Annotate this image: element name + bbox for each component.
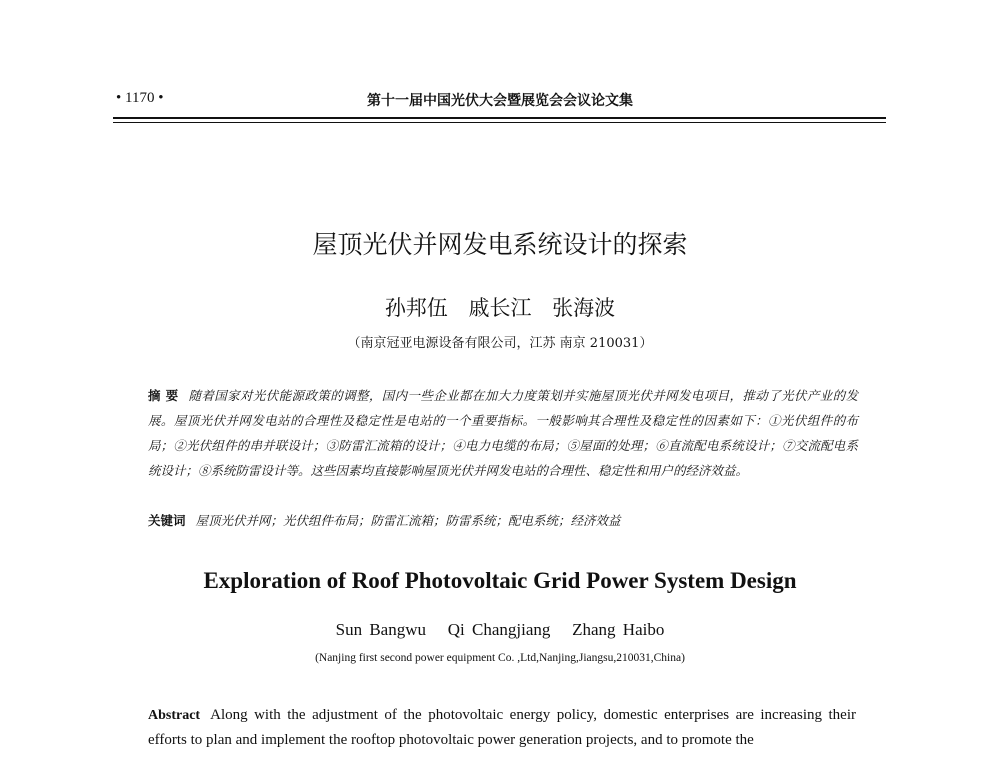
- title-chinese: 屋顶光伏并网发电系统设计的探索: [312, 230, 688, 259]
- title-english: Exploration of Roof Photovoltaic Grid Power System Design: [203, 568, 797, 593]
- header-rule-thin: [113, 122, 886, 123]
- keywords-label: 关键词: [148, 513, 186, 528]
- keywords-text: 屋顶光伏并网；光伏组件布局；防雷汇流箱；防雷系统；配电系统；经济效益: [195, 513, 621, 528]
- abstract-en-text: Along with the adjustment of the photovoltaic energy policy, domestic enterprises are increasing their efforts to plan and implement the rooftop photovoltaic power generation projects, and to promote the: [148, 707, 856, 748]
- header-rule: [113, 117, 886, 119]
- affiliation-chinese: （南京冠亚电源设备有限公司，江苏 南京 210031）: [347, 336, 653, 351]
- page-number: • 1170 •: [116, 90, 164, 106]
- abstract-text: 随着国家对光伏能源政策的调整，国内一些企业都在加大力度策划并实施屋顶光伏并网发电项目，推动了光伏产业的发展。屋顶光伏并网发电站的合理性及稳定性是电站的一个重要指标。一般影响其合理性及稳定性的因素如下：①光伏组件的布局；②光伏组件的串并联设计；③防雷汇流箱的设计；④电力电缆的布局；⑤屋面的处理；⑥直流配电系统设计；⑦交流配电系统设计；⑧系统防雷设计等。这些因素均直接影响屋顶光伏并网发电站的合理性、稳定性和用户的经济效益。: [148, 388, 858, 478]
- abstract-chinese: [148, 383, 858, 483]
- running-header: 第十一届中国光伏大会暨展览会会议论文集: [367, 93, 633, 109]
- abstract-english: [148, 703, 856, 753]
- authors-english: Sun Bangwu Qi Changjiang Zhang Haibo: [335, 620, 665, 639]
- affiliation-english: (Nanjing first second power equipment Co. ,Ltd,Nanjing,Jiangsu,210031,China): [315, 652, 685, 664]
- authors-chinese: 孙邦伍 戚长江 张海波: [384, 296, 616, 320]
- abstract-en-label: Abstract: [148, 708, 201, 723]
- keywords-chinese: [148, 508, 858, 533]
- abstract-label: 摘 要: [148, 388, 179, 403]
